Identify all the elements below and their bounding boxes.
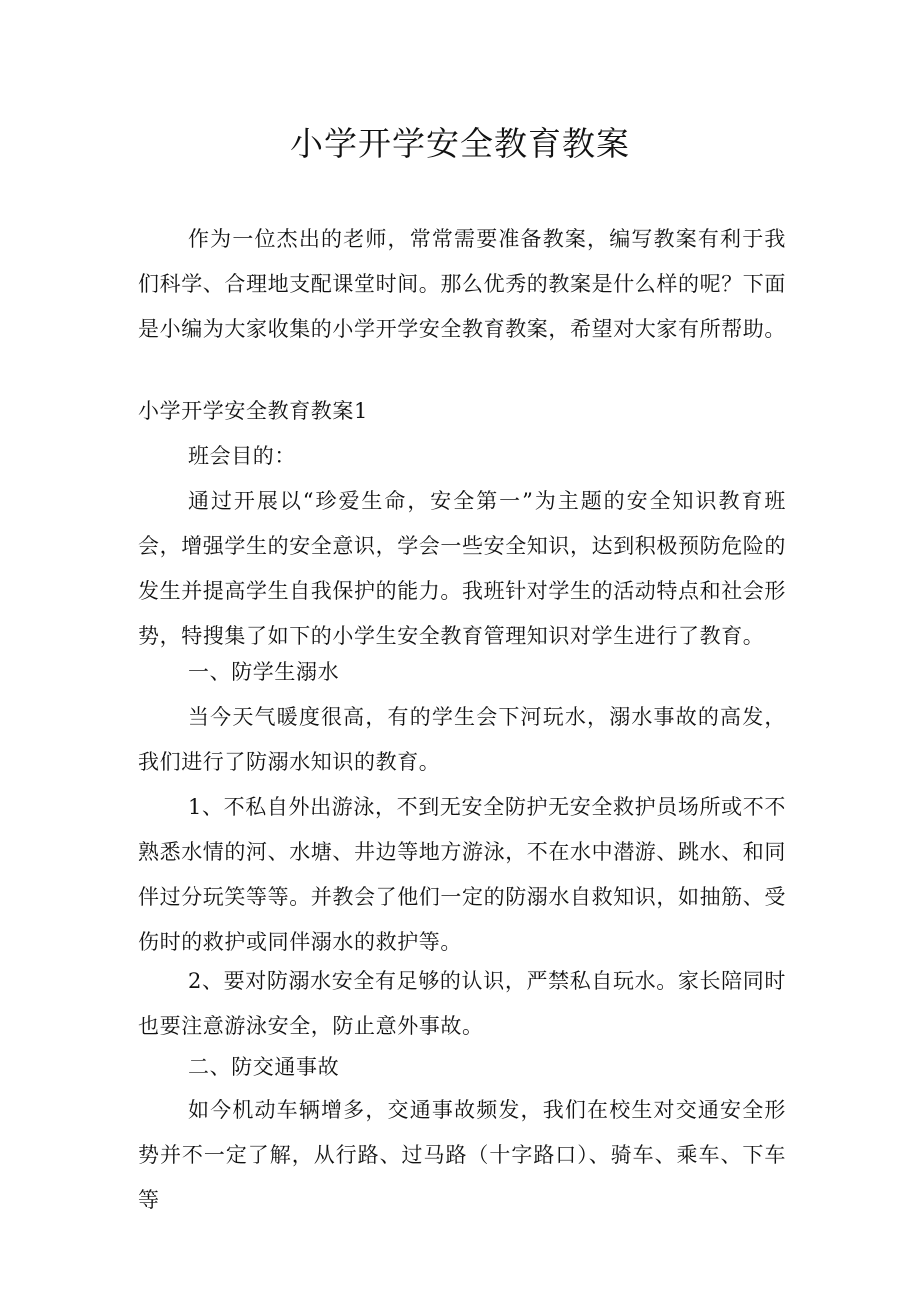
part2-paragraph: 如今机动车辆增多，交通事故频发，我们在校生对交通安全形势并不一定了解，从行路、过马路（十字路口）、骑车、乘车、下车等	[138, 1098, 786, 1212]
document-title: 小学开学安全教育教案	[290, 124, 630, 163]
section-heading: 小学开学安全教育教案1	[138, 399, 368, 423]
part1-paragraph: 当今天气暖度很高，有的学生会下河玩水，溺水事故的高发，我们进行了防溺水知识的教育。	[138, 705, 786, 774]
goal-paragraph: 通过开展以“珍爱生命，安全第一”为主题的安全知识教育班会，增强学生的安全意识，学会一些安全知识，达到积极预防危险的发生并提高学生自我保护的能力。我班针对学生的活动特点和社会形势，特搜集了如下的小学生安全教育管理知识对学生进行了教育。	[138, 489, 786, 648]
part1-heading: 一、防学生溺水	[188, 660, 340, 684]
goal-label: 班会目的：	[188, 444, 296, 468]
item1-paragraph: 1、不私自外出游泳，不到无安全防护无安全救护员场所或不不熟悉水情的河、水塘、井边等地方游泳，不在水中潜游、跳水、和同伴过分玩笑等等。并教会了他们一定的防溺水自救知识，如抽筋、受伤时的救护或同伴溺水的救护等。	[138, 795, 786, 954]
part2-heading: 二、防交通事故	[188, 1055, 340, 1079]
item2-paragraph: 2、要对防溺水安全有足够的认识，严禁私自玩水。家长陪同时也要注意游泳安全，防止意外事故。	[138, 969, 786, 1038]
intro-paragraph: 作为一位杰出的老师，常常需要准备教案，编写教案有利于我们科学、合理地支配课堂时间。那么优秀的教案是什么样的呢？下面是小编为大家收集的小学开学安全教育教案，希望对大家有所帮助。	[138, 227, 786, 341]
